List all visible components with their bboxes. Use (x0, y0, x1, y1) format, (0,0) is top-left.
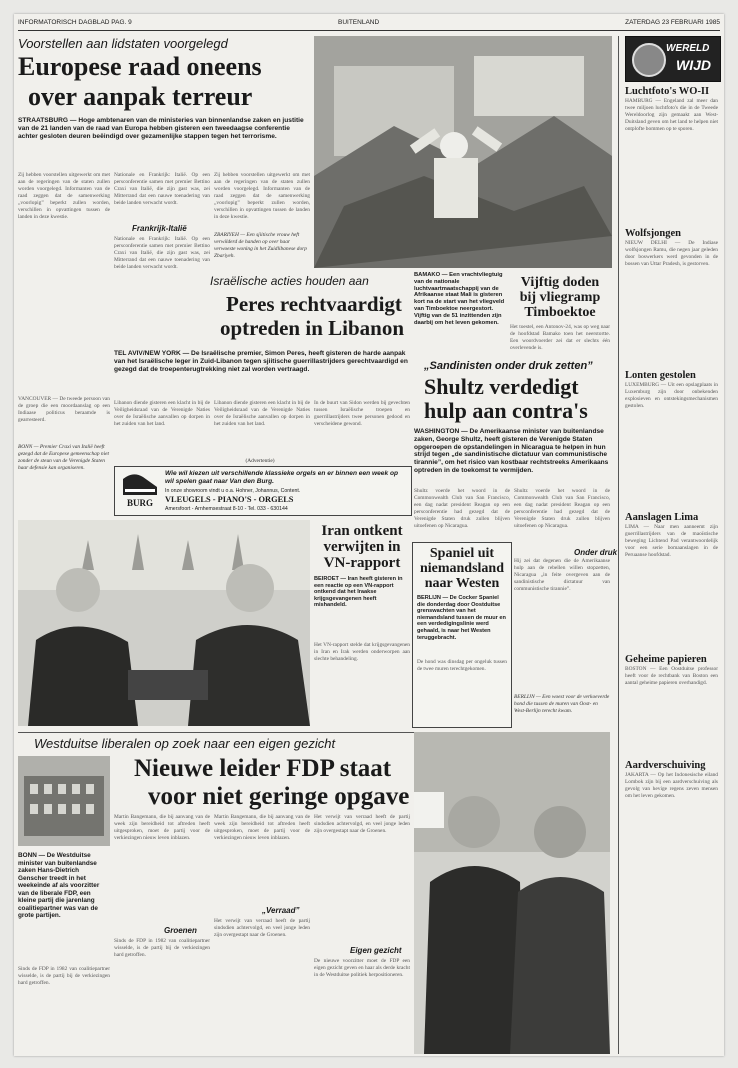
news-text-luchtfotos: HAMBURG — Engeland zal meer dan twee miljoen luchtfoto's die in de Tweede Wereldoorlog zijn gemaakt aan West-Duitsland geven om het land te helpen niet ontplofte bommen op te sporen. (625, 98, 718, 132)
news-title-lima: Aanslagen Lima (625, 512, 699, 523)
zbariyeh-caption: ZBARIYEH — Een sjiitische vrouw heft verwilderd de handen op over haar verwoeste woning in het Zuidlibanese dorp Zbariyeh. (214, 232, 307, 259)
iran-headline-3: VN-rapport (323, 555, 401, 571)
frankrijk-body: Nationale en Frankrijk: Italië. Op een persconferentie samen met premier Bettino Craxi van Italië, die zijn gast was, zei Mitterrand dat een nauwe toenadering van beide landen verwacht wordt. (114, 236, 212, 270)
spaniel-headline-3: naar Westen (424, 576, 500, 591)
meeting-photo (18, 520, 310, 726)
world-news-column (618, 36, 718, 1054)
iran-body: Het VN-rapport stelde dat krijgsgevangenen in Iran en Irak werden onderworpen aan slechte behandeling. (314, 642, 412, 662)
piano-logo-icon (121, 471, 159, 497)
building-illustration (18, 756, 110, 846)
iran-headline-1: Iran ontkent (321, 523, 403, 539)
fdp-body-col2: Martin Bangemann, die bij aanvang van de week zijn bereidheid tot aftreden heeft uitgesproken, moet de partij voor de verkiezingen nieuw leven inblazen. (114, 814, 212, 841)
israel-body-2: Libanon diende gisteren een klacht in bij de Veiligheidsraad van de Verenigde Naties over de Israëlische aanvallen op dorpen in het zuiden van het land. (214, 400, 312, 427)
fdp-body-col1: Sinds de FDP in 1982 van coalitiepartner wisselde, is de partij bij de verkiezingen hard getroffen. (18, 966, 112, 986)
fdp-body-col4b: De nieuwe voorzitter moet de FDP een eigen gezicht geven en haar als derde kracht in de Westduitse politiek herpositioneren. (314, 958, 412, 978)
mali-headline-3: Timboektoe (524, 305, 596, 320)
iran-headline-2: verwijten in (323, 539, 401, 555)
terror-body-2: Nationale en Frankrijk: Italië. Op een persconferentie samen met premier Bettino Craxi van Italië, die zijn gast was, zei Mitterrand dat een nauwe toenadering van beide landen verwacht wordt. (114, 172, 212, 206)
rubble-illustration (314, 36, 612, 268)
header-paper-name: INFORMATORISCH DAGBLAD PAG. 9 (18, 19, 132, 26)
news-title-lonten: Lonten gestolen (625, 370, 696, 381)
vancouver-item: VANCOUVER — De tweede persoon van de groep die een moordaanslag op een Indiaase politicus beraamde is gearresteerd. (18, 396, 112, 423)
israel-kicker: Israëlische acties houden aan (210, 274, 369, 288)
spaniel-lead: BERLIJN — De Cocker Spaniel die donderdag door Oostduitse grenswachten van het niemandsland tussen de muur en een verdedigingslinie werd gehaald, is naar het Westen teruggebracht. (417, 595, 506, 641)
groenen-subhead: Groenen (164, 926, 197, 935)
news-title-wolfsjongen: Wolfsjongen (625, 228, 682, 239)
israel-lead: TEL AVIV/NEW YORK — De Israëlische premier, Simon Peres, heeft gisteren de harde aanpak van het Israëlische leger in Zuid-Libanon tegen sjiitische guerrillastrijders gerechtvaardigd en gezegd dat de troepenterugtrekking niet zal worden vertraagd. (114, 350, 408, 373)
wereld-wijd-logo (625, 36, 721, 82)
terror-body-1: Zij hebben voorstellen uitgewerkt om met aan de regeringen van de staten zullen worden voorgelegd. Informanten van de raad zeggen dat de samenwerking „voorlopig” beperkt zullen worden, verschillen in opvattingen tussen de landen in deze kwestie. (18, 172, 112, 220)
genscher-photo (414, 732, 610, 1054)
news-text-lima: LIMA — Naar men aanneemt zijn guerrillastrijders van de maoïstische beweging Lichtend Pad verantwoordelijk voor een serie bomaanslagen in de Peruaanse hoofdstad. (625, 524, 718, 558)
spaniel-box (412, 542, 512, 728)
shultz-body-3: Hij zei dat degenen die de Amerikaanse hulp aan de rebellen willen stopzetten, Nicaragua „in feite overgeven aan de sandinistische dictatuur van communistische tirannie”. (514, 558, 612, 592)
news-text-aardverschuiving: JAKARTA — Op het Indonesische eiland Lombok zijn bij een aardverschuiving als gevolg van hevige regens zeven mensen om het leven gekomen. (625, 772, 718, 799)
ad-name: VLEUGELS - PIANO'S - ORGELS (165, 495, 294, 504)
eigen-gezicht-subhead: Eigen gezicht (350, 946, 402, 955)
israel-body-3: In de buurt van Sidon werden bij gevechten tussen Israëlische troepen en guerrillastrijders twee personen gedood en verscheidene gewond. (314, 400, 412, 427)
terror-kicker: Voorstellen aan lidstaten voorgelegd (18, 36, 228, 51)
terror-headline-2: over aanpak terreur (28, 82, 253, 111)
fdp-headline-1: Nieuwe leider FDP staat (134, 755, 392, 782)
logo-text-1: WERELD (666, 43, 710, 54)
bamako-lead: BAMAKO — Een vrachtvliegtuig van de nationale luchtvaartmaatschappij van de Afrikaanse staat Mali is gisteren kort na de start van het vliegveld van Timboektoe neergestort. Vijftig van de 51 inzittenden zijn daarbij om het leven gekomen. (414, 272, 505, 326)
news-text-lonten: LUXEMBURG — Uit een opslagplaats in Luxemburg zijn door onbekenden explosieven en ontstekingsmechanismen gestolen. (625, 382, 718, 409)
spaniel-headline-1: Spaniel uit (429, 546, 495, 561)
fdp-kicker: Westduitse liberalen op zoek naar een eigen gezicht (34, 736, 336, 751)
verraad-subhead: „Verraad” (262, 906, 300, 915)
ad-brand: BURG (126, 498, 153, 508)
header-section: BUITENLAND (338, 19, 380, 26)
israel-headline-2: optreden in Libanon (220, 316, 405, 340)
fdp-body-col2b: Sinds de FDP in 1982 van coalitiepartner wisselde, is de partij bij de verkiezingen hard getroffen. (114, 938, 212, 958)
news-title-luchtfotos: Luchtfoto's WO-II (625, 86, 710, 97)
fdp-lead: BONN — De Westduitse minister van buitenlandse zaken Hans-Dietrich Genscher treedt in het weekeinde af als voorzitter van de liberale FDP, een kleine partij die jarenlang coalitiepartner was van de grote partijen. (18, 852, 100, 920)
mali-body: Het toestel, een Antonov-24, was op weg naar de hoofdstad Bamako toen het neerstortte. Een woordvoerder zei dat er slechts één overlevende is. (510, 324, 612, 351)
ad-label: (Advertentie) (245, 458, 275, 464)
terror-body-3: Zij hebben voorstellen uitgewerkt om met aan de regeringen van de staten zullen worden voorgelegd. Informanten van de raad zeggen dat de samenwerking „voorlopig” beperkt zullen worden, verschillen in opvattingen tussen de landen in deze kwestie. (214, 172, 312, 220)
news-title-aardverschuiving: Aardverschuiving (625, 760, 706, 771)
shultz-lead: WASHINGTON — De Amerikaanse minister van buitenlandse zaken, George Shultz, heeft gisteren de Verenigde Staten opgeroepen de opstandelingen in Nicaragua te helpen in hun strijd tegen „de sandinistische dictatuur van communistische tirannie”, om het risico van kostbaar rechtstreeks Amerikaans optreden in de toekomst te vermijden. (414, 428, 609, 474)
building-photo (18, 756, 110, 846)
fdp-body-col3b: Het verwijt van verraad heeft de partij sindsdien achtervolgd, en veel jonge leden zijn overgestapt naar de Groenen. (214, 918, 312, 938)
news-title-papieren: Geheime papieren (625, 654, 707, 665)
fdp-body-col4: Het verwijt van verraad heeft de partij sindsdien achtervolgd, en veel jonge leden zijn overgestapt naar de Groenen. (314, 814, 412, 834)
onder-druk-subhead: Onder druk (574, 548, 618, 557)
terror-headline-1: Europese raad oneens (18, 52, 262, 81)
spaniel-body: De hond was dinsdag per ongeluk tussen de twee muren terechtgekomen. (417, 659, 509, 672)
lebanon-photo (314, 36, 612, 268)
shultz-headline-2: hulp aan contra's (424, 398, 588, 423)
frankrijk-subhead: Frankrijk-Italië (132, 224, 187, 233)
mali-headline-1: Vijftig doden (520, 275, 600, 290)
israel-body-1: Libanon diende gisteren een klacht in bij de Veiligheidsraad van de Verenigde Naties over de Israëlische aanvallen op dorpen in het zuiden van het land. (114, 400, 212, 427)
terror-lead: STRAATSBURG — Hoge ambtenaren van de ministeries van binnenlandse zaken en justitie van de 21 landen van de raad van Europa hebben gisteren een tweedaagse conferentie achter gesloten deuren beëindigd over gezamenlijke stappen tegen het terrorisme. (18, 117, 304, 140)
shultz-body-1: Shultz voerde het woord in de Commonwealth Club van San Francisco, een dag nadat president Reagan op een persconferentie had gezegd dat de Verenigde Staten druk zullen blijven uitoefenen op Nicaragua. (414, 488, 512, 529)
logo-text-2: WIJD (676, 57, 711, 73)
israel-headline-1: Peres rechtvaardigt (226, 292, 402, 316)
iran-lead: BEIROET — Iran heeft gisteren in een reactie op een VN-rapport ontkend dat het Iraakse krijgsgevangenen heeft mishandeld. (314, 576, 403, 609)
organ-advertisement[interactable] (114, 466, 412, 516)
bonn-short-item: BONN — Premier Craxi van Italië heeft gezegd dat de Europese gemeenschap niet zonder de steun van de Verenigde Staten haar defensie kan organiseren. (18, 444, 109, 471)
mali-headline-2: bij vliegramp (519, 290, 601, 305)
shultz-body-2: Shultz voerde het woord in de Commonwealth Club van San Francisco, een dag nadat president Reagan op een persconferentie had gezegd dat de Verenigde Staten druk zullen blijven uitoefenen op Nicaragua. (514, 488, 612, 529)
ad-line-1: Wie wil kiezen uit verschillende klassieke orgels en er binnen een week op wil spelen gaat naar Van den Burg. (165, 470, 399, 485)
fdp-headline-2: voor niet geringe opgave (148, 783, 410, 810)
news-text-papieren: BOSTON — Een Oostduitse professor heeft voor de rechtbank van Boston een aantal geheime papieren overhandigd. (625, 666, 718, 686)
genscher-illustration (414, 732, 610, 1054)
newspaper-page (14, 14, 724, 1056)
fdp-body-col3: Martin Bangemann, die bij aanvang van de week zijn bereidheid tot aftreden heeft uitgesproken, moet de partij voor de verkiezingen nieuw leven inblazen. (214, 814, 312, 841)
page-header (18, 16, 720, 31)
ad-address: Amersfoort - Arnhemsestraat 8-10 - Tel. 033 - 630144 (165, 506, 288, 512)
globe-icon (632, 43, 666, 77)
shultz-headline-1: Shultz verdedigt (424, 374, 579, 399)
spaniel-headline-2: niemandsland (419, 561, 505, 576)
news-text-wolfsjongen: NIEUW DELHI — De Indiase wolfsjongen Ramu, die negen jaar geleden door boswerkers werd gevonden in de bossen van Uttar Pradesh, is gestorven. (625, 240, 718, 267)
meeting-illustration (18, 520, 310, 726)
ad-line-2: In onze showroom vindt u o.a. Hohner, Johannus, Content. (165, 488, 301, 494)
header-date: ZATERDAG 23 FEBRUARI 1985 (625, 19, 720, 26)
spaniel-caption: BERLIJN — Een woest voor de verkoeverde hond die tussen de muren van Oost- en West-Berlijn terecht kwam. (514, 694, 610, 714)
shultz-kicker: „Sandinisten onder druk zetten” (424, 360, 593, 372)
